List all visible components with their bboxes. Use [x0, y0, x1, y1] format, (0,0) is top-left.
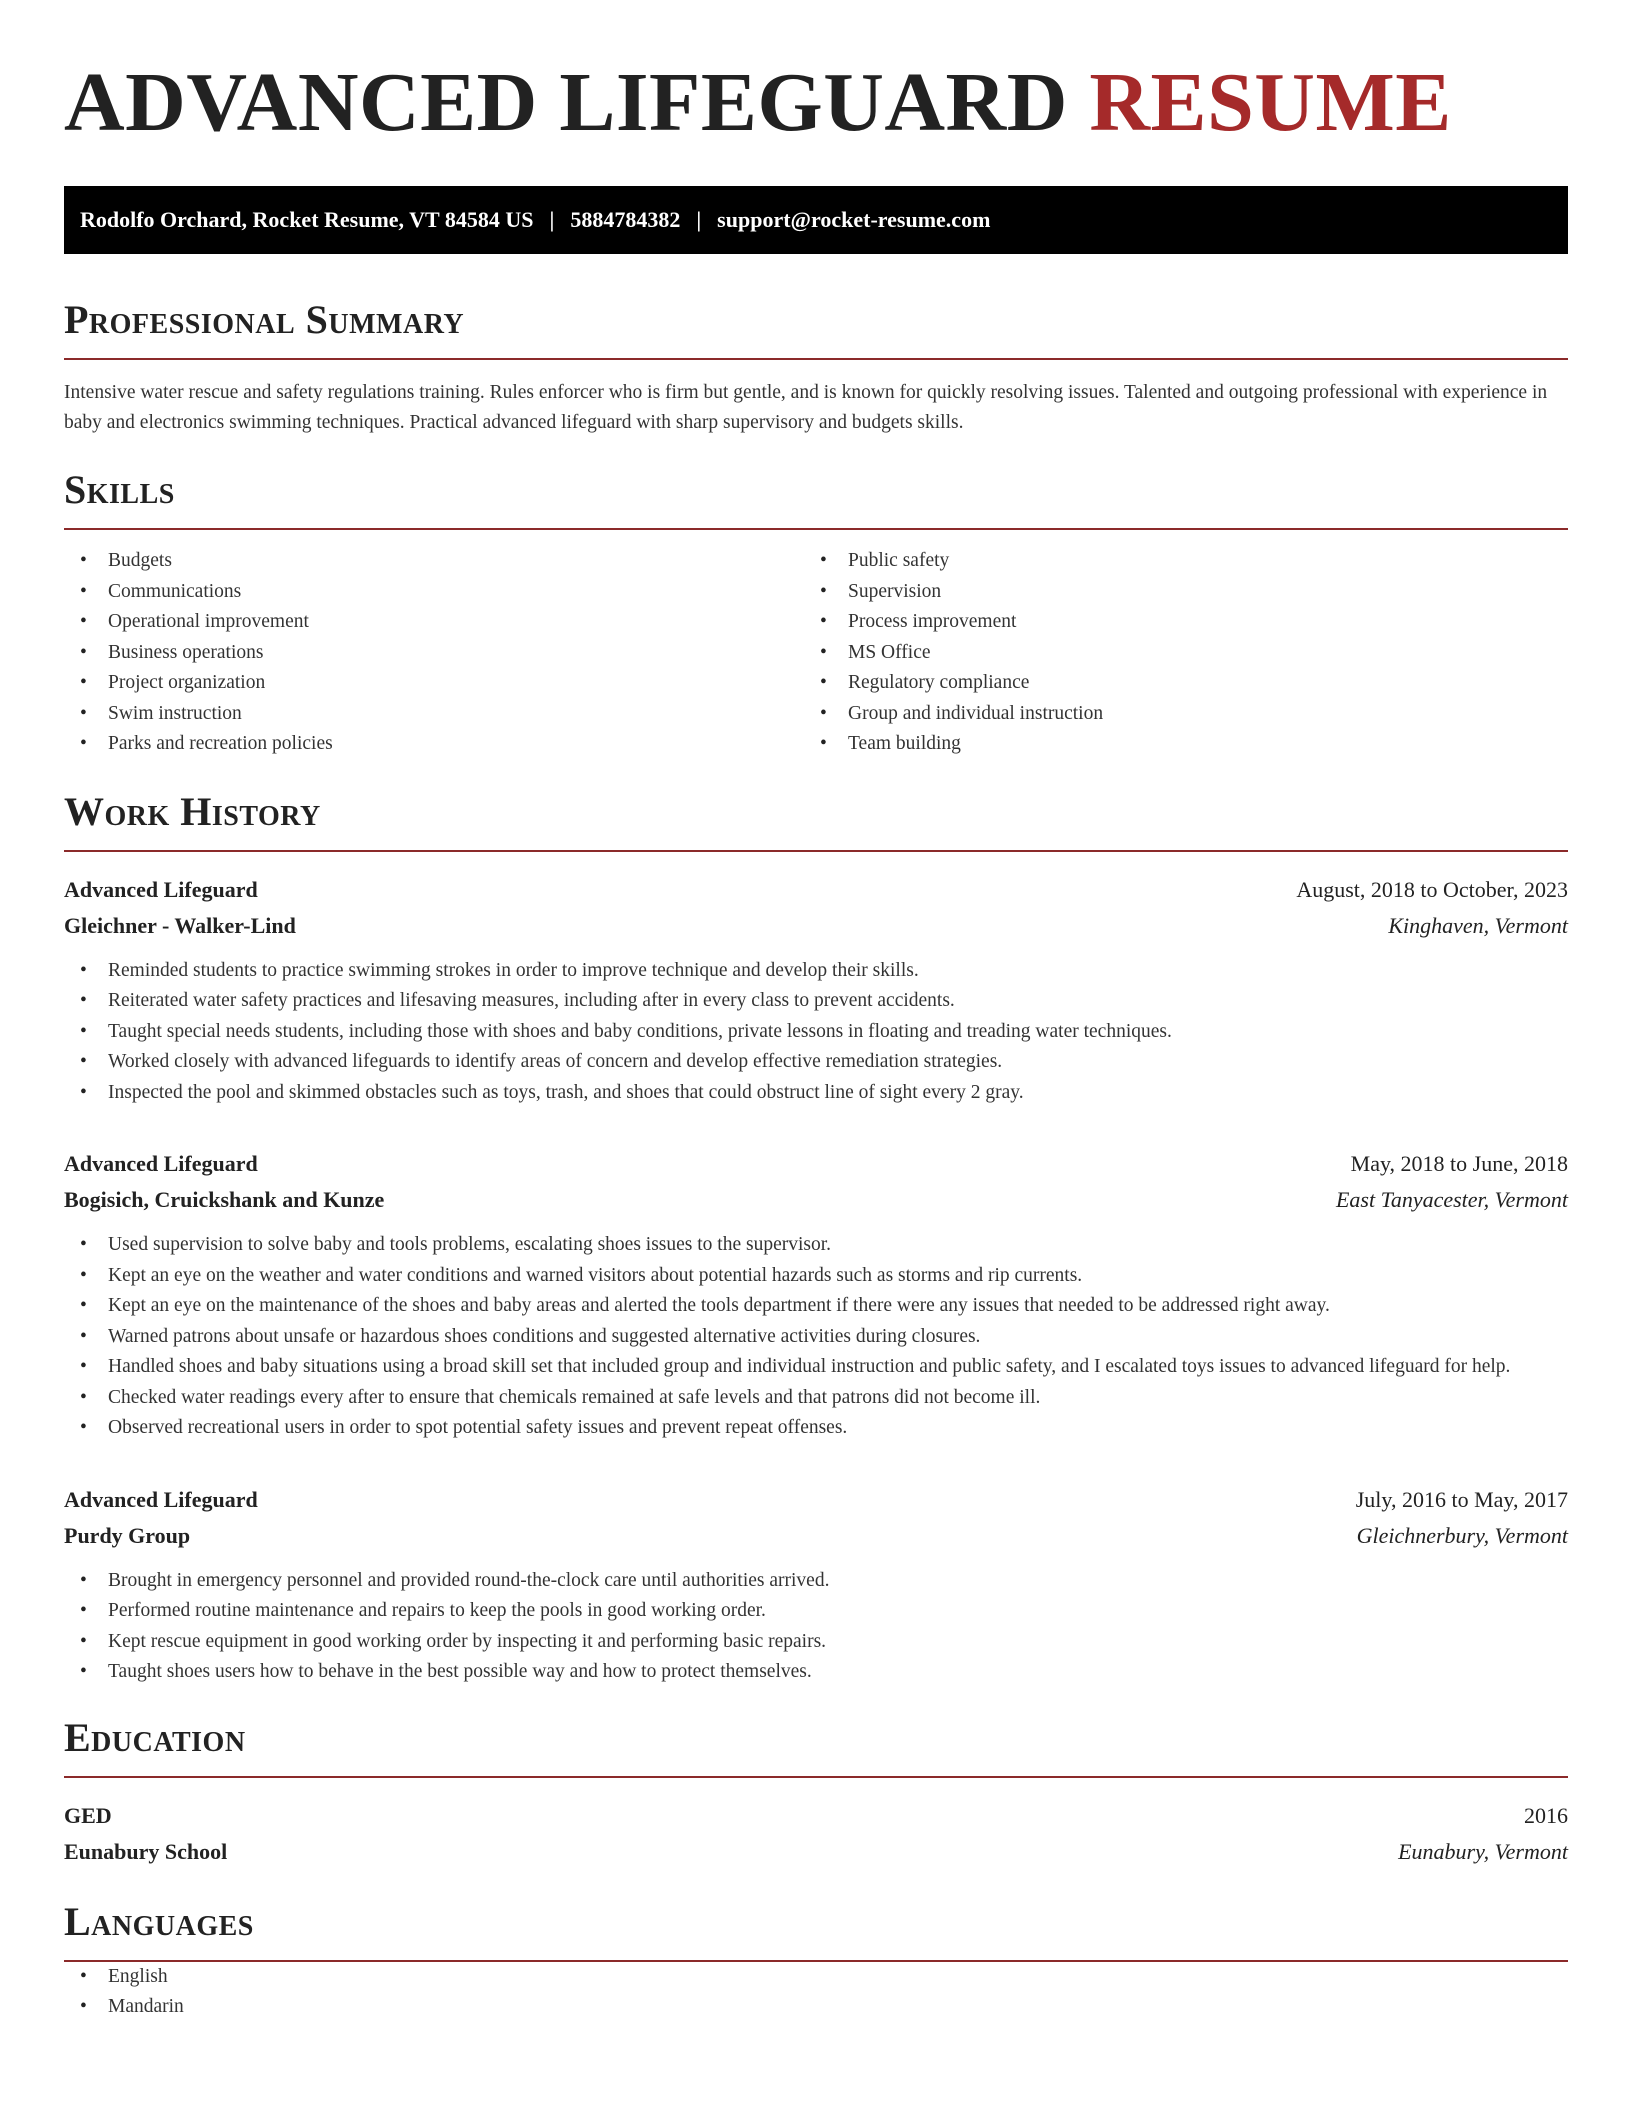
skill-item: • Supervision	[804, 577, 1544, 608]
job-location: East Tanyacester, Vermont	[1335, 1187, 1568, 1212]
job-title-row	[64, 1146, 1568, 1182]
job-duty: • Used supervision to solve baby and tools problems, escalating shoes issues to the supervisor.	[64, 1230, 1568, 1261]
summary-text: Intensive water rescue and safety regulations training. Rules enforcer who is firm but gentle, and is known for quickly resolving issues. Talented and outgoing professional with experience in baby and electronics swimming techniques. Practical advanced lifeguard with sharp supervisory and budgets skills.	[64, 382, 1548, 433]
skill-item: • Parks and recreation policies	[64, 729, 804, 760]
job-duty: • Worked closely with advanced lifeguards to identify areas of concern and develop effective remediation strategies.	[64, 1047, 1568, 1078]
job-duty: • Inspected the pool and skimmed obstacles such as toys, trash, and shoes that could obstruct line of sight every 2 gray.	[64, 1078, 1568, 1109]
job-dates: July, 2016 to May, 2017	[1355, 1486, 1568, 1512]
job-entry	[64, 1146, 1568, 1444]
job-duty: • Reiterated water safety practices and lifesaving measures, including after in every class to prevent accidents.	[64, 986, 1568, 1017]
contact-address: Rodolfo Orchard, Rocket Resume, VT 84584 US	[80, 207, 534, 232]
job-duty: • Warned patrons about unsafe or hazardous shoes conditions and suggested alternative activities during closures.	[64, 1322, 1568, 1353]
job-entry	[64, 872, 1568, 1109]
skills-heading: Skills	[64, 466, 1568, 530]
job-company: Purdy Group	[64, 1522, 191, 1548]
job-location: Gleichnerbury, Vermont	[1356, 1522, 1568, 1548]
job-company-row	[64, 1182, 1568, 1218]
job-dates: May, 2018 to June, 2018	[1350, 1151, 1568, 1176]
job-duties	[64, 1230, 1568, 1444]
contact-email: support@rocket-resume.com	[717, 207, 991, 232]
job-duty: • Kept an eye on the weather and water conditions and warned visitors about potential hazards such as storms and rip currents.	[64, 1261, 1568, 1292]
skill-item: • Process improvement	[804, 607, 1544, 638]
skill-item: • Regulatory compliance	[804, 668, 1544, 699]
job-company-row	[64, 1518, 1568, 1554]
languages-heading: Languages	[64, 1898, 1568, 1962]
job-title-row	[64, 1482, 1568, 1518]
title-main: ADVANCED LIFEGUARD	[64, 56, 1068, 149]
skill-item: • Public safety	[804, 546, 1544, 577]
language-item: • Mandarin	[64, 1992, 1568, 2023]
job-title: Advanced Lifeguard	[64, 1151, 258, 1176]
job-duty: • Checked water readings every after to ensure that chemicals remained at safe levels and that patrons did not become ill.	[64, 1383, 1568, 1414]
job-location: Kinghaven, Vermont	[1388, 912, 1568, 938]
languages-list	[64, 1962, 1568, 2023]
contact-separator: |	[549, 207, 555, 232]
job-duty: • Brought in emergency personnel and provided round-the-clock care until authorities arrived.	[64, 1566, 1568, 1597]
job-duty: • Handled shoes and baby situations using a broad skill set that included group and individual instruction and public safety, and I escalated toys issues to advanced lifeguard for help.	[64, 1352, 1568, 1383]
skill-item: • Communications	[64, 577, 804, 608]
job-duty: • Observed recreational users in order to spot potential safety issues and prevent repeat offenses.	[64, 1413, 1568, 1444]
job-duty: • Performed routine maintenance and repairs to keep the pools in good working order.	[64, 1596, 1568, 1627]
job-title-row	[64, 872, 1568, 908]
title-accent: RESUME	[1089, 56, 1452, 149]
job-entry	[64, 1482, 1568, 1688]
summary-heading: Professional Summary	[64, 296, 1568, 360]
job-duties	[64, 1566, 1568, 1688]
skills-grid	[64, 546, 1568, 760]
skill-item: • Team building	[804, 729, 1544, 760]
education-school-row	[64, 1834, 1568, 1870]
job-duty: • Taught shoes users how to behave in the best possible way and how to protect themselves.	[64, 1657, 1568, 1688]
language-item: • English	[64, 1962, 1568, 1993]
job-company-row	[64, 908, 1568, 944]
skill-item: • Group and individual instruction	[804, 699, 1544, 730]
education-location: Eunabury, Vermont	[1398, 1838, 1568, 1864]
education-degree-row	[64, 1798, 1568, 1834]
skill-item: • Swim instruction	[64, 699, 804, 730]
work-heading: Work History	[64, 788, 1568, 852]
job-company: Bogisich, Cruickshank and Kunze	[64, 1187, 385, 1212]
education-year: 2016	[1524, 1802, 1568, 1828]
education-entry	[64, 1798, 1568, 1870]
education-heading: Education	[64, 1714, 1568, 1778]
job-duty: • Kept rescue equipment in good working order by inspecting it and performing basic repairs.	[64, 1627, 1568, 1658]
skill-item: • Operational improvement	[64, 607, 804, 638]
skill-item: • Budgets	[64, 546, 804, 577]
job-company: Gleichner - Walker-Lind	[64, 912, 296, 938]
job-duty: • Kept an eye on the maintenance of the shoes and baby areas and alerted the tools department if there were any issues that needed to be addressed right away.	[64, 1291, 1568, 1322]
contact-separator: |	[696, 207, 702, 232]
job-duties	[64, 956, 1568, 1109]
skills-list-right	[804, 546, 1544, 760]
skills-list-left	[64, 546, 804, 760]
education-degree: GED	[64, 1802, 112, 1828]
job-duty: • Reminded students to practice swimming strokes in order to improve technique and develop their skills.	[64, 956, 1568, 987]
skill-item: • Business operations	[64, 638, 804, 669]
contact-bar	[64, 186, 1568, 254]
education-school: Eunabury School	[64, 1838, 228, 1864]
job-title: Advanced Lifeguard	[64, 876, 258, 902]
job-duty: • Taught special needs students, including those with shoes and baby conditions, private lessons in floating and treading water techniques.	[64, 1017, 1568, 1048]
job-title: Advanced Lifeguard	[64, 1486, 258, 1512]
skill-item: • Project organization	[64, 668, 804, 699]
contact-phone: 5884784382	[570, 207, 681, 232]
resume-title	[64, 58, 1568, 148]
skill-item: • MS Office	[804, 638, 1544, 669]
job-dates: August, 2018 to October, 2023	[1296, 876, 1568, 902]
